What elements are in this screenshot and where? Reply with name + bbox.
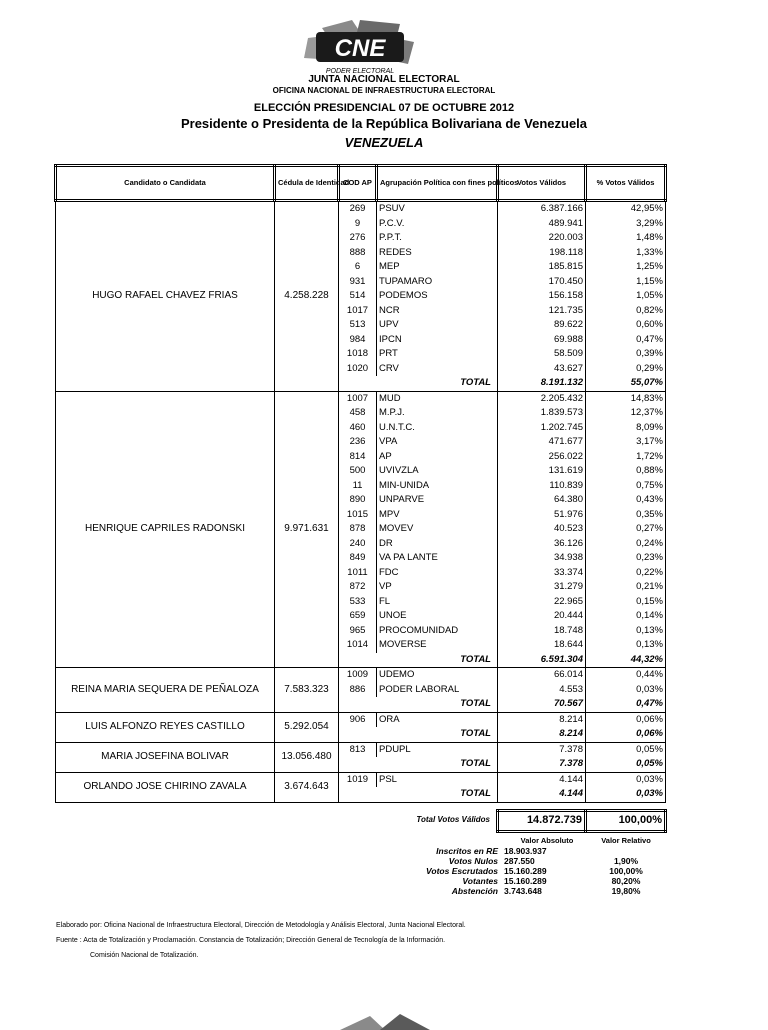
logo-subtitle: PODER ELECTORAL bbox=[325, 68, 395, 75]
summary-col-abs: Valor Absoluto bbox=[520, 836, 574, 845]
party-votos: 69.988 bbox=[498, 333, 586, 348]
col-votos: Votos Válidos bbox=[498, 166, 586, 201]
party-name: UNOE bbox=[377, 609, 498, 624]
party-pct: 0,47% bbox=[586, 333, 666, 348]
party-pct: 3,29% bbox=[586, 217, 666, 232]
party-name: FDC bbox=[377, 566, 498, 581]
results-table bbox=[54, 164, 667, 833]
party-name: UPV bbox=[377, 318, 498, 333]
summary-row bbox=[400, 866, 660, 876]
party-name: VA PA LANTE bbox=[377, 551, 498, 566]
total-votos: 8.191.132 bbox=[498, 376, 586, 391]
col-cedula: Cédula de Identidad bbox=[275, 166, 339, 201]
party-name: DR bbox=[377, 537, 498, 552]
party-name: AP bbox=[377, 450, 498, 465]
party-cod: 872 bbox=[339, 580, 377, 595]
party-pct: 1,25% bbox=[586, 260, 666, 275]
party-pct: 0,13% bbox=[586, 624, 666, 639]
summary-rel: 80,20% bbox=[611, 876, 641, 886]
total-votos: 7.378 bbox=[498, 757, 586, 772]
summary-abs: 287.550 bbox=[504, 856, 535, 866]
summary-row bbox=[400, 876, 660, 886]
party-pct: 0,44% bbox=[586, 668, 666, 683]
party-pct: 0,05% bbox=[586, 742, 666, 757]
total-label: TOTAL bbox=[339, 757, 498, 772]
party-pct: 42,95% bbox=[586, 201, 666, 217]
title-presidente: Presidente o Presidenta de la República Bolivariana de Venezuela bbox=[180, 116, 588, 131]
party-cod: 11 bbox=[339, 479, 377, 494]
candidate-name: MARIA JOSEFINA BOLIVAR bbox=[56, 742, 275, 772]
title-eleccion: ELECCIÓN PRESIDENCIAL 07 DE OCTUBRE 2012 bbox=[253, 102, 515, 114]
party-votos: 185.815 bbox=[498, 260, 586, 275]
party-votos: 20.444 bbox=[498, 609, 586, 624]
party-cod: 460 bbox=[339, 421, 377, 436]
party-name: PSUV bbox=[377, 201, 498, 217]
logo-text: CNE bbox=[334, 35, 386, 62]
party-votos: 66.014 bbox=[498, 668, 586, 683]
party-name: REDES bbox=[377, 246, 498, 261]
party-votos: 18.748 bbox=[498, 624, 586, 639]
summary-label: Abstención bbox=[451, 886, 498, 896]
party-votos: 220.003 bbox=[498, 231, 586, 246]
party-name: TUPAMARO bbox=[377, 275, 498, 290]
party-votos: 110.839 bbox=[498, 479, 586, 494]
total-pct: 55,07% bbox=[586, 376, 666, 391]
summary-col-rel: Valor Relativo bbox=[601, 836, 651, 845]
party-votos: 22.965 bbox=[498, 595, 586, 610]
summary-abs: 15.160.289 bbox=[504, 866, 547, 876]
party-name: UVIVZLA bbox=[377, 464, 498, 479]
party-pct: 0,14% bbox=[586, 609, 666, 624]
party-name: IPCN bbox=[377, 333, 498, 348]
party-name: MIN-UNIDA bbox=[377, 479, 498, 494]
party-votos: 4.553 bbox=[498, 683, 586, 698]
party-votos: 489.941 bbox=[498, 217, 586, 232]
party-name: CRV bbox=[377, 362, 498, 377]
party-pct: 12,37% bbox=[586, 406, 666, 421]
party-votos: 64.380 bbox=[498, 493, 586, 508]
party-votos: 2.205.432 bbox=[498, 391, 586, 406]
party-name: VP bbox=[377, 580, 498, 595]
party-pct: 1,33% bbox=[586, 246, 666, 261]
party-pct: 0,88% bbox=[586, 464, 666, 479]
party-votos: 1.202.745 bbox=[498, 421, 586, 436]
party-votos: 6.387.166 bbox=[498, 201, 586, 217]
party-votos: 198.118 bbox=[498, 246, 586, 261]
summary-abs: 15.160.289 bbox=[504, 876, 547, 886]
party-name: MEP bbox=[377, 260, 498, 275]
total-votos: 8.214 bbox=[498, 727, 586, 742]
party-pct: 0,75% bbox=[586, 479, 666, 494]
party-name: UDEMO bbox=[377, 668, 498, 683]
summary-rel: 1,90% bbox=[613, 856, 639, 866]
title-oficina: OFICINA NACIONAL DE INFRAESTRUCTURA ELECTORAL bbox=[272, 86, 496, 95]
party-cod: 1020 bbox=[339, 362, 377, 377]
total-pct: 0,03% bbox=[586, 787, 666, 802]
candidate-cedula: 4.258.228 bbox=[275, 201, 339, 392]
summary-abs: 18.903.937 bbox=[504, 846, 547, 856]
party-cod: 240 bbox=[339, 537, 377, 552]
party-votos: 58.509 bbox=[498, 347, 586, 362]
grand-total-row bbox=[56, 810, 666, 831]
party-row bbox=[56, 742, 666, 757]
summary-header bbox=[400, 836, 660, 846]
party-row bbox=[56, 201, 666, 217]
party-cod: 1007 bbox=[339, 391, 377, 406]
party-cod: 659 bbox=[339, 609, 377, 624]
party-name: VPA bbox=[377, 435, 498, 450]
party-name: M.P.J. bbox=[377, 406, 498, 421]
title-region: VENEZUELA bbox=[344, 135, 424, 150]
party-name: PODEMOS bbox=[377, 289, 498, 304]
summary-rel: 19,80% bbox=[611, 886, 641, 896]
party-pct: 0,35% bbox=[586, 508, 666, 523]
party-cod: 813 bbox=[339, 742, 377, 757]
summary-abs: 3.743.648 bbox=[504, 886, 542, 896]
party-votos: 1.839.573 bbox=[498, 406, 586, 421]
party-pct: 0,27% bbox=[586, 522, 666, 537]
party-cod: 906 bbox=[339, 712, 377, 727]
total-pct: 44,32% bbox=[586, 653, 666, 668]
party-cod: 931 bbox=[339, 275, 377, 290]
party-votos: 40.523 bbox=[498, 522, 586, 537]
party-name: PROCOMUNIDAD bbox=[377, 624, 498, 639]
party-name: FL bbox=[377, 595, 498, 610]
party-pct: 0,03% bbox=[586, 772, 666, 787]
footer-fuente: Fuente : Acta de Totalización y Proclamación. Constancia de Totalización; Dirección General de Tecnología de la Información. bbox=[56, 937, 446, 944]
party-pct: 1,48% bbox=[586, 231, 666, 246]
party-votos: 156.158 bbox=[498, 289, 586, 304]
party-row bbox=[56, 772, 666, 787]
party-cod: 965 bbox=[339, 624, 377, 639]
party-cod: 1011 bbox=[339, 566, 377, 581]
party-pct: 0,21% bbox=[586, 580, 666, 595]
party-votos: 34.938 bbox=[498, 551, 586, 566]
party-cod: 269 bbox=[339, 201, 377, 217]
party-cod: 6 bbox=[339, 260, 377, 275]
party-pct: 0,15% bbox=[586, 595, 666, 610]
party-name: NCR bbox=[377, 304, 498, 319]
party-pct: 0,13% bbox=[586, 638, 666, 653]
total-label: TOTAL bbox=[339, 376, 498, 391]
title-junta: JUNTA NACIONAL ELECTORAL bbox=[308, 74, 460, 85]
footer-comision: Comisión Nacional de Totalización. bbox=[90, 952, 199, 959]
party-pct: 0,60% bbox=[586, 318, 666, 333]
candidate-cedula: 13.056.480 bbox=[275, 742, 339, 772]
party-cod: 814 bbox=[339, 450, 377, 465]
party-row bbox=[56, 712, 666, 727]
party-pct: 0,82% bbox=[586, 304, 666, 319]
party-votos: 36.126 bbox=[498, 537, 586, 552]
footer-elaborado: Elaborado por: Oficina Nacional de Infraestructura Electoral, Dirección de Metodología y Análisis Electoral, Junta Nacional Electoral. bbox=[56, 922, 466, 929]
party-cod: 1014 bbox=[339, 638, 377, 653]
party-cod: 890 bbox=[339, 493, 377, 508]
party-votos: 121.735 bbox=[498, 304, 586, 319]
party-votos: 31.279 bbox=[498, 580, 586, 595]
party-votos: 33.374 bbox=[498, 566, 586, 581]
party-pct: 0,29% bbox=[586, 362, 666, 377]
candidate-cedula: 9.971.631 bbox=[275, 391, 339, 668]
candidate-cedula: 3.674.643 bbox=[275, 772, 339, 802]
party-pct: 14,83% bbox=[586, 391, 666, 406]
party-cod: 1017 bbox=[339, 304, 377, 319]
party-pct: 0,06% bbox=[586, 712, 666, 727]
party-pct: 0,03% bbox=[586, 683, 666, 698]
party-cod: 1015 bbox=[339, 508, 377, 523]
total-votos: 6.591.304 bbox=[498, 653, 586, 668]
party-votos: 7.378 bbox=[498, 742, 586, 757]
party-votos: 89.622 bbox=[498, 318, 586, 333]
candidate-name: ORLANDO JOSE CHIRINO ZAVALA bbox=[56, 772, 275, 802]
party-votos: 170.450 bbox=[498, 275, 586, 290]
party-cod: 1009 bbox=[339, 668, 377, 683]
summary-row bbox=[400, 856, 660, 866]
party-name: ORA bbox=[377, 712, 498, 727]
total-pct: 0,05% bbox=[586, 757, 666, 772]
party-name: P.P.T. bbox=[377, 231, 498, 246]
party-pct: 0,22% bbox=[586, 566, 666, 581]
col-cod: COD AP bbox=[339, 166, 377, 201]
table-header bbox=[56, 166, 666, 201]
total-votos: 70.567 bbox=[498, 697, 586, 712]
candidate-name: LUIS ALFONZO REYES CASTILLO bbox=[56, 712, 275, 742]
party-votos: 18.644 bbox=[498, 638, 586, 653]
spacer-cell bbox=[56, 802, 666, 810]
candidate-name: HUGO RAFAEL CHAVEZ FRIAS bbox=[56, 201, 275, 392]
party-pct: 0,23% bbox=[586, 551, 666, 566]
party-votos: 43.627 bbox=[498, 362, 586, 377]
party-cod: 458 bbox=[339, 406, 377, 421]
candidate-name: REINA MARIA SEQUERA DE PEÑALOZA bbox=[56, 668, 275, 713]
party-cod: 276 bbox=[339, 231, 377, 246]
party-name: P.C.V. bbox=[377, 217, 498, 232]
party-name: MPV bbox=[377, 508, 498, 523]
grand-total-label: Total Votos Válidos bbox=[416, 815, 490, 825]
party-cod: 888 bbox=[339, 246, 377, 261]
party-pct: 3,17% bbox=[586, 435, 666, 450]
party-cod: 878 bbox=[339, 522, 377, 537]
total-pct: 0,06% bbox=[586, 727, 666, 742]
col-pct: % Votos Válidos bbox=[586, 166, 666, 201]
party-pct: 1,05% bbox=[586, 289, 666, 304]
party-pct: 0,24% bbox=[586, 537, 666, 552]
party-cod: 849 bbox=[339, 551, 377, 566]
party-votos: 131.619 bbox=[498, 464, 586, 479]
summary-rel: 100,00% bbox=[609, 866, 643, 876]
party-votos: 256.022 bbox=[498, 450, 586, 465]
party-name: U.N.T.C. bbox=[377, 421, 498, 436]
cne-logo-footer bbox=[330, 1010, 440, 1030]
party-cod: 513 bbox=[339, 318, 377, 333]
party-name: MOVERSE bbox=[377, 638, 498, 653]
summary-table bbox=[400, 836, 660, 896]
summary-row bbox=[400, 886, 660, 896]
party-pct: 1,15% bbox=[586, 275, 666, 290]
party-pct: 0,43% bbox=[586, 493, 666, 508]
party-cod: 984 bbox=[339, 333, 377, 348]
party-name: PODER LABORAL bbox=[377, 683, 498, 698]
summary-row bbox=[400, 846, 660, 856]
party-name: PRT bbox=[377, 347, 498, 362]
party-cod: 1019 bbox=[339, 772, 377, 787]
party-cod: 1018 bbox=[339, 347, 377, 362]
party-cod: 500 bbox=[339, 464, 377, 479]
cne-logo bbox=[300, 18, 420, 76]
party-row bbox=[56, 668, 666, 683]
party-pct: 8,09% bbox=[586, 421, 666, 436]
grand-total-pct: 100,00% bbox=[586, 810, 666, 831]
total-label: TOTAL bbox=[339, 697, 498, 712]
party-votos: 51.976 bbox=[498, 508, 586, 523]
summary-label: Inscritos en RE bbox=[436, 846, 498, 856]
party-votos: 471.677 bbox=[498, 435, 586, 450]
total-label: TOTAL bbox=[339, 787, 498, 802]
party-cod: 533 bbox=[339, 595, 377, 610]
summary-label: Votos Escrutados bbox=[426, 866, 498, 876]
party-name: PSL bbox=[377, 772, 498, 787]
party-votos: 8.214 bbox=[498, 712, 586, 727]
party-cod: 9 bbox=[339, 217, 377, 232]
party-name: UNPARVE bbox=[377, 493, 498, 508]
total-votos: 4.144 bbox=[498, 787, 586, 802]
spacer-row bbox=[56, 802, 666, 810]
grand-total-votos: 14.872.739 bbox=[498, 810, 586, 831]
summary-label: Votos Nulos bbox=[448, 856, 498, 866]
total-label: TOTAL bbox=[339, 653, 498, 668]
col-agrupacion: Agrupación Política con fines políticos bbox=[377, 166, 498, 201]
party-cod: 236 bbox=[339, 435, 377, 450]
candidate-cedula: 5.292.054 bbox=[275, 712, 339, 742]
candidate-name: HENRIQUE CAPRILES RADONSKI bbox=[56, 391, 275, 668]
summary-rel bbox=[592, 846, 660, 856]
total-label: TOTAL bbox=[339, 727, 498, 742]
summary-label: Votantes bbox=[462, 876, 498, 886]
col-candidato: Candidato o Candidata bbox=[56, 166, 275, 201]
party-votos: 4.144 bbox=[498, 772, 586, 787]
candidate-cedula: 7.583.323 bbox=[275, 668, 339, 713]
party-name: MUD bbox=[377, 391, 498, 406]
total-pct: 0,47% bbox=[586, 697, 666, 712]
party-pct: 0,39% bbox=[586, 347, 666, 362]
party-pct: 1,72% bbox=[586, 450, 666, 465]
party-name: MOVEV bbox=[377, 522, 498, 537]
party-cod: 514 bbox=[339, 289, 377, 304]
party-name: PDUPL bbox=[377, 742, 498, 757]
party-cod: 886 bbox=[339, 683, 377, 698]
party-row bbox=[56, 391, 666, 406]
